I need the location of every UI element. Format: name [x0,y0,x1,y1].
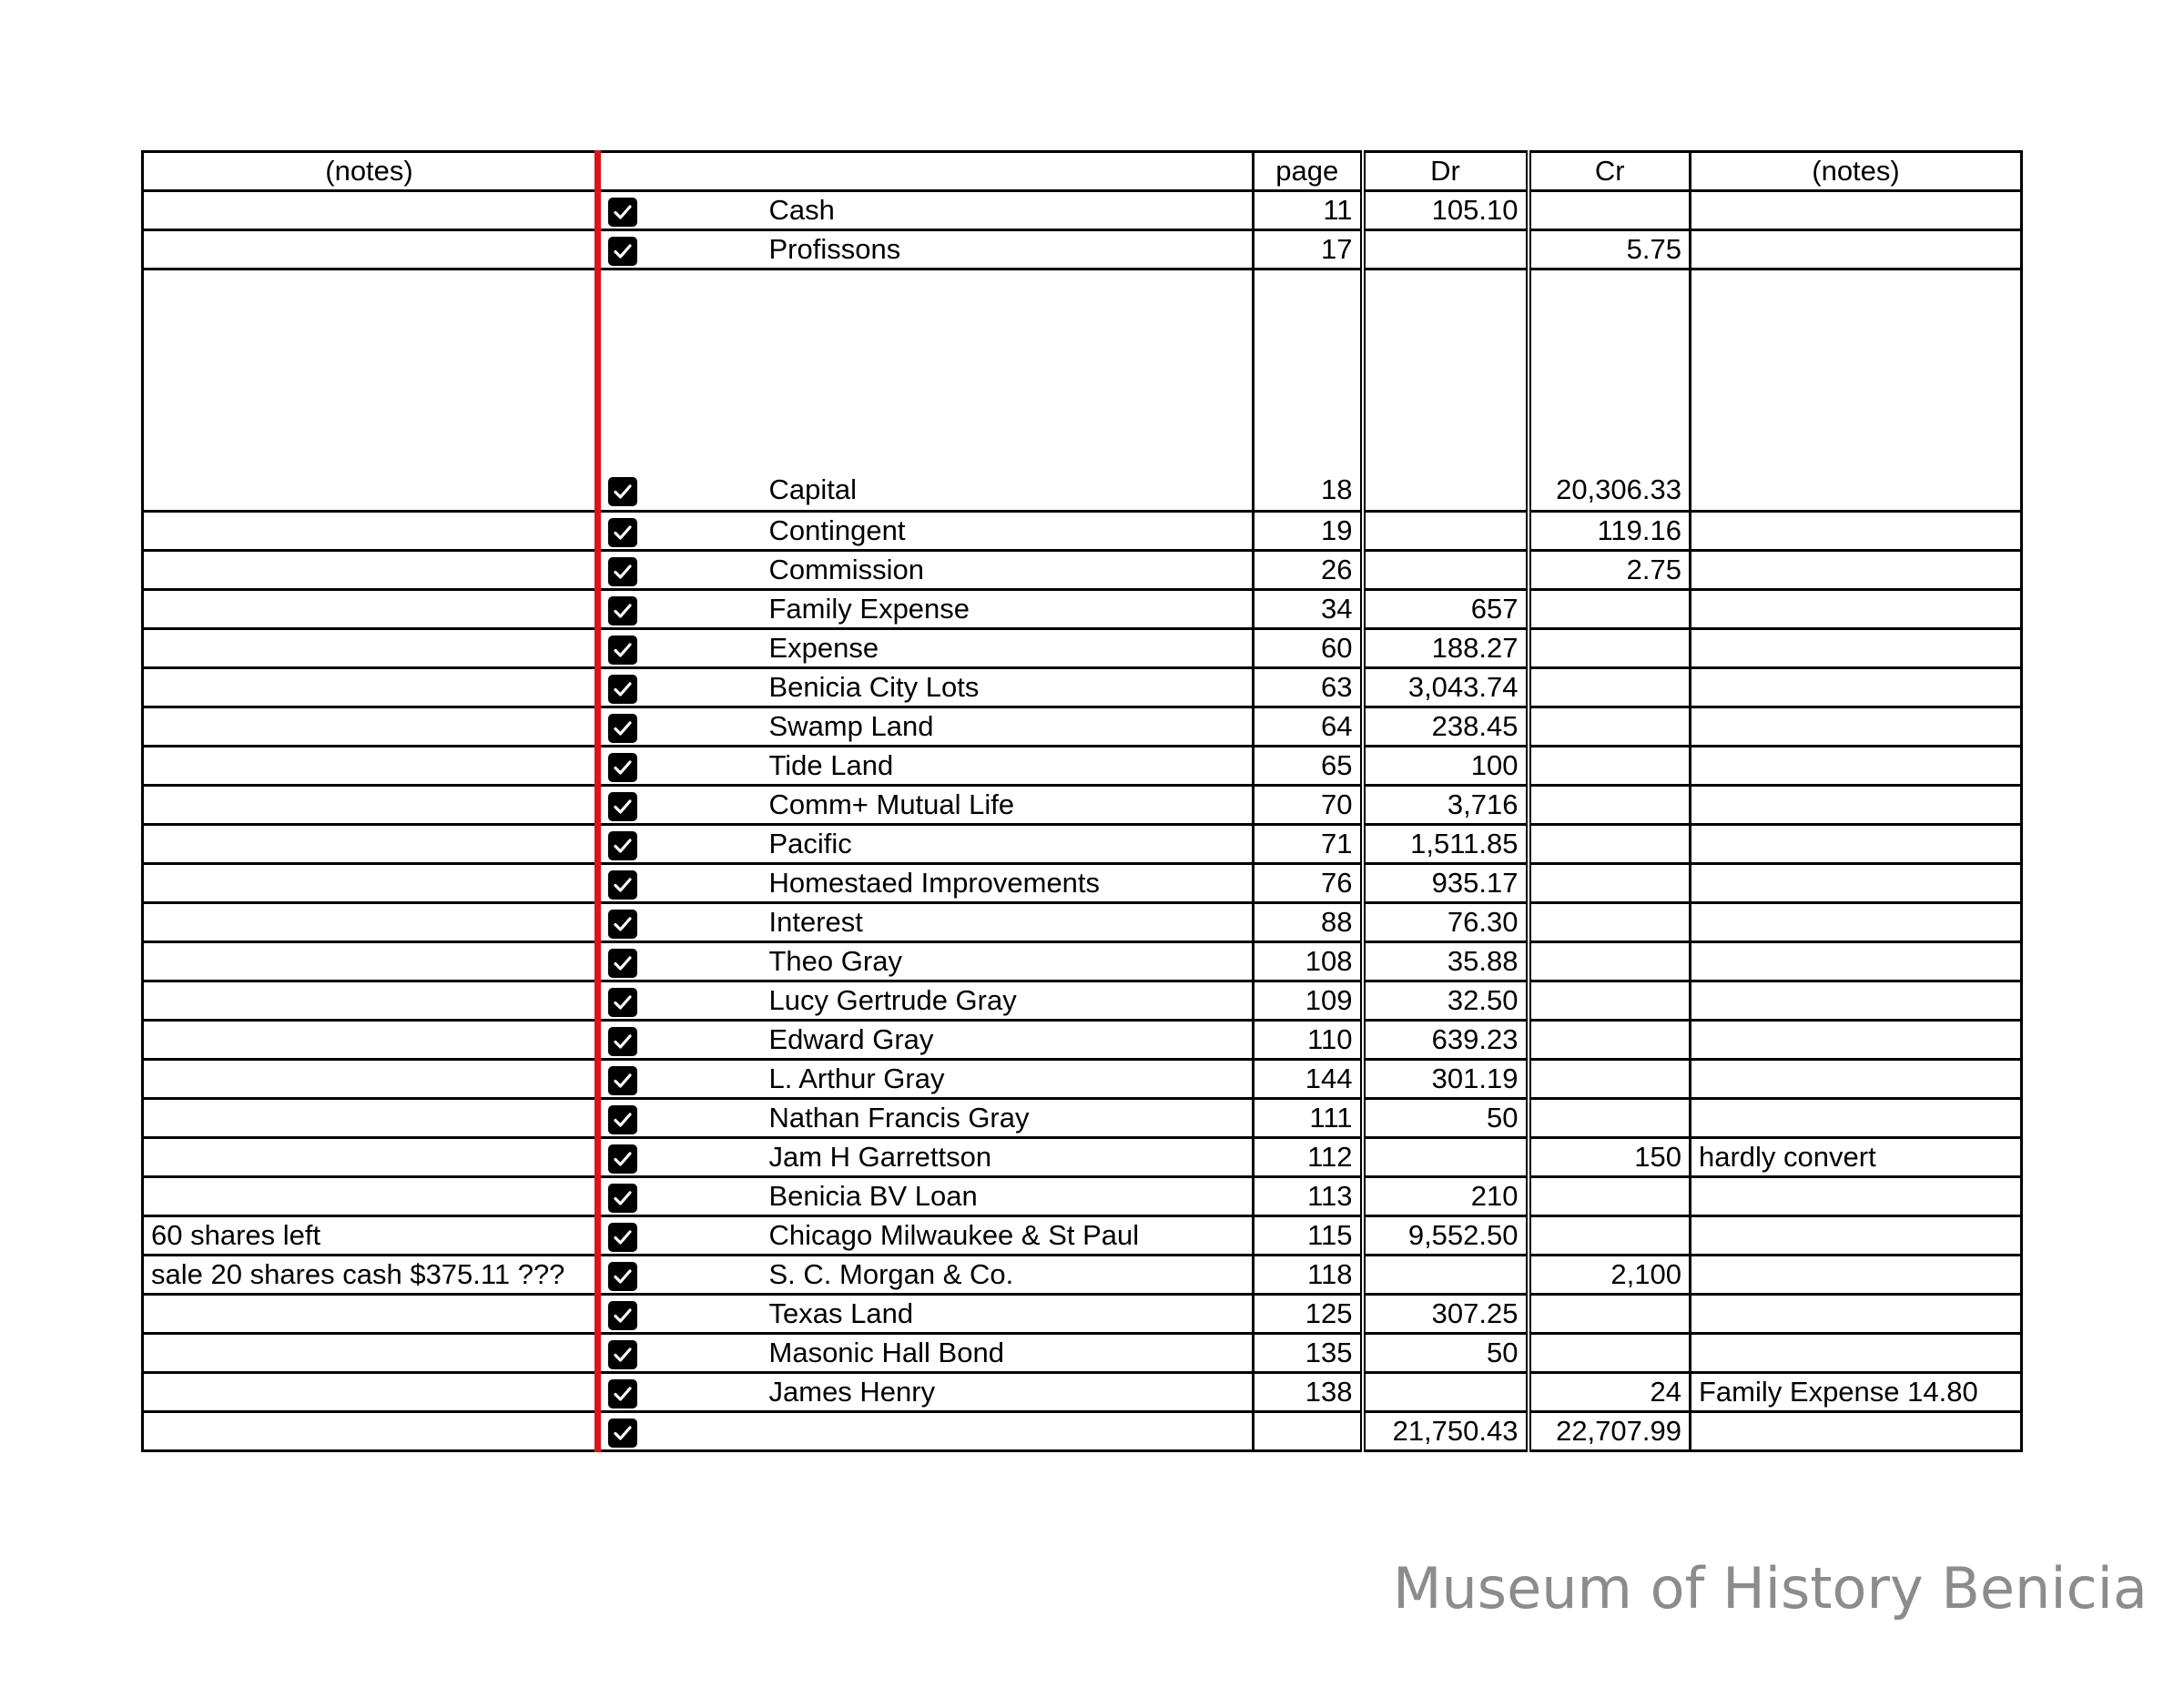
row-account: Family Expense [762,590,1254,629]
row-page: 71 [1254,825,1363,864]
row-note-right [1691,1099,2022,1138]
row-note-right [1691,1021,2022,1060]
checkbox-checked-icon[interactable] [608,1105,637,1134]
row-note-left [143,1334,598,1373]
row-account: Tide Land [762,747,1254,786]
row-debit: 50 [1363,1099,1529,1138]
header-credit: Cr [1529,152,1691,191]
row-account: Jam H Garrettson [762,1138,1254,1177]
row-page: 118 [1254,1256,1363,1295]
row-checkbox[interactable] [598,1138,762,1177]
row-checkbox[interactable] [598,942,762,981]
ledger-row [143,269,2022,512]
row-debit [1363,1256,1529,1295]
row-checkbox[interactable] [598,786,762,825]
row-page: 76 [1254,864,1363,903]
row-page: 144 [1254,1060,1363,1099]
ledger-row [143,1295,2022,1334]
checkbox-checked-icon[interactable] [608,1027,637,1056]
ledger-row [143,747,2022,786]
row-checkbox[interactable] [598,864,762,903]
row-note-left [143,786,598,825]
ledger-row [143,551,2022,590]
row-credit: 2.75 [1529,551,1691,590]
row-debit: 32.50 [1363,981,1529,1021]
row-page: 18 [1254,269,1363,512]
checkbox-checked-icon[interactable] [608,675,637,704]
row-checkbox[interactable] [598,1099,762,1138]
row-note-right [1691,512,2022,551]
row-credit: 2,100 [1529,1256,1691,1295]
row-page: 60 [1254,629,1363,668]
checkbox-checked-icon[interactable] [608,910,637,939]
ledger-row [143,1021,2022,1060]
row-page: 111 [1254,1099,1363,1138]
row-page: 108 [1254,942,1363,981]
row-debit: 301.19 [1363,1060,1529,1099]
row-note-left: sale 20 shares cash $375.11 ??? [143,1256,598,1295]
checkbox-checked-icon[interactable] [608,792,637,821]
row-page: 112 [1254,1138,1363,1177]
row-account: L. Arthur Gray [762,1060,1254,1099]
row-account: Theo Gray [762,942,1254,981]
row-account: Commission [762,551,1254,590]
row-debit: 238.45 [1363,707,1529,747]
row-note-right [1691,230,2022,269]
checkbox-checked-icon[interactable] [608,1301,637,1330]
row-checkbox[interactable] [598,1216,762,1256]
row-checkbox[interactable] [598,981,762,1021]
row-checkbox[interactable] [598,590,762,629]
row-debit [1363,551,1529,590]
ledger-row [143,942,2022,981]
row-credit: 150 [1529,1138,1691,1177]
header-notes-left: (notes) [143,152,598,191]
row-debit: 639.23 [1363,1021,1529,1060]
header-row [143,152,2022,191]
row-account: Capital [762,269,1254,512]
row-credit [1529,629,1691,668]
row-note-left [143,668,598,707]
row-note-left [143,981,598,1021]
row-debit [1363,269,1529,512]
row-note-left [143,191,598,230]
ledger-row [143,1334,2022,1373]
row-credit [1529,1334,1691,1373]
row-account: James Henry [762,1373,1254,1412]
row-checkbox[interactable] [598,1295,762,1334]
ledger-row [143,629,2022,668]
row-note-left [143,1412,598,1451]
checkbox-checked-icon[interactable] [608,988,637,1017]
row-note-right [1691,269,2022,512]
row-page: 63 [1254,668,1363,707]
row-checkbox[interactable] [598,707,762,747]
row-page [1254,1412,1363,1451]
row-checkbox[interactable] [598,1334,762,1373]
row-note-right [1691,942,2022,981]
checkbox-checked-icon[interactable] [608,557,637,586]
row-account [762,1412,1254,1451]
checkbox-checked-icon[interactable] [608,1066,637,1095]
ledger-row [143,864,2022,903]
row-note-right [1691,551,2022,590]
row-note-left [143,629,598,668]
checkbox-checked-icon[interactable] [608,1223,637,1252]
row-checkbox[interactable] [598,1373,762,1412]
row-page: 65 [1254,747,1363,786]
row-debit: 935.17 [1363,864,1529,903]
row-note-right [1691,191,2022,230]
row-note-left [143,1295,598,1334]
row-note-left [143,942,598,981]
row-credit: 24 [1529,1373,1691,1412]
row-note-right [1691,1256,2022,1295]
row-note-right [1691,864,2022,903]
ledger-sheet [141,150,2020,1452]
row-note-left [143,747,598,786]
ledger-row [143,1138,2022,1177]
ledger-row [143,903,2022,942]
row-page: 125 [1254,1295,1363,1334]
row-credit [1529,1177,1691,1216]
row-debit: 100 [1363,747,1529,786]
row-credit: 20,306.33 [1529,269,1691,512]
museum-watermark: Museum of History Benicia [1393,1555,2148,1622]
row-page: 70 [1254,786,1363,825]
row-credit: 22,707.99 [1529,1412,1691,1451]
row-note-left [143,1021,598,1060]
row-checkbox[interactable] [598,1177,762,1216]
row-page: 115 [1254,1216,1363,1256]
ledger-row [143,590,2022,629]
ledger-row [143,512,2022,551]
row-checkbox[interactable] [598,551,762,590]
row-credit [1529,1021,1691,1060]
checkbox-checked-icon[interactable] [608,198,637,227]
row-note-left [143,1177,598,1216]
checkbox-checked-icon[interactable] [608,949,637,978]
checkbox-checked-icon[interactable] [608,1144,637,1174]
row-account: Swamp Land [762,707,1254,747]
row-debit: 76.30 [1363,903,1529,942]
row-credit [1529,786,1691,825]
row-debit: 9,552.50 [1363,1216,1529,1256]
row-debit [1363,512,1529,551]
row-checkbox[interactable] [598,629,762,668]
row-note-right [1691,1216,2022,1256]
row-credit [1529,590,1691,629]
row-note-left [143,512,598,551]
row-debit: 50 [1363,1334,1529,1373]
row-note-left [143,864,598,903]
row-account: Masonic Hall Bond [762,1334,1254,1373]
row-debit: 307.25 [1363,1295,1529,1334]
row-note-right [1691,1334,2022,1373]
ledger-row [143,707,2022,747]
row-note-right [1691,981,2022,1021]
row-page: 109 [1254,981,1363,1021]
row-credit [1529,1060,1691,1099]
row-credit [1529,191,1691,230]
row-debit: 657 [1363,590,1529,629]
row-note-left [143,825,598,864]
ledger-row [143,191,2022,230]
row-debit: 1,511.85 [1363,825,1529,864]
row-note-right [1691,825,2022,864]
ledger-body [143,191,2022,1451]
row-debit [1363,1138,1529,1177]
row-account: Comm+ Mutual Life [762,786,1254,825]
row-note-right: hardly convert [1691,1138,2022,1177]
checkbox-checked-icon[interactable] [608,831,637,860]
row-note-right [1691,1412,2022,1451]
row-checkbox[interactable] [598,1412,762,1451]
header-page: page [1254,152,1363,191]
checkbox-checked-icon[interactable] [608,1379,637,1408]
row-credit [1529,981,1691,1021]
row-page: 64 [1254,707,1363,747]
row-note-left [143,1373,598,1412]
row-checkbox[interactable] [598,747,762,786]
ledger-row [143,825,2022,864]
row-checkbox[interactable] [598,1256,762,1295]
row-note-left: 60 shares left [143,1216,598,1256]
row-account: Nathan Francis Gray [762,1099,1254,1138]
row-page: 17 [1254,230,1363,269]
row-credit [1529,1216,1691,1256]
checkbox-checked-icon[interactable] [608,237,637,266]
checkbox-checked-icon[interactable] [608,1262,637,1291]
checkbox-checked-icon[interactable] [608,518,637,547]
row-account: Edward Gray [762,1021,1254,1060]
row-debit: 35.88 [1363,942,1529,981]
row-credit: 119.16 [1529,512,1691,551]
ledger-row [143,981,2022,1021]
row-account: Pacific [762,825,1254,864]
row-checkbox[interactable] [598,668,762,707]
header-account [762,152,1254,191]
ledger-row [143,1216,2022,1256]
row-checkbox[interactable] [598,1060,762,1099]
row-debit [1363,230,1529,269]
row-note-right [1691,1295,2022,1334]
row-note-right [1691,707,2022,747]
row-note-left [143,707,598,747]
row-credit [1529,668,1691,707]
row-account: Interest [762,903,1254,942]
row-account: Expense [762,629,1254,668]
row-note-left [143,230,598,269]
row-page: 110 [1254,1021,1363,1060]
row-page: 88 [1254,903,1363,942]
row-note-left [143,1099,598,1138]
checkbox-checked-icon[interactable] [608,477,637,506]
row-note-right [1691,668,2022,707]
ledger-row [143,1256,2022,1295]
row-checkbox[interactable] [598,191,762,230]
row-checkbox[interactable] [598,1021,762,1060]
row-page: 138 [1254,1373,1363,1412]
row-credit [1529,707,1691,747]
ledger-row [143,1373,2022,1412]
row-note-left [143,1060,598,1099]
row-credit: 5.75 [1529,230,1691,269]
row-account: Benicia BV Loan [762,1177,1254,1216]
ledger-row [143,786,2022,825]
row-note-left [143,269,598,512]
ledger-row [143,1177,2022,1216]
row-account: Homestaed Improvements [762,864,1254,903]
checkbox-checked-icon[interactable] [608,1340,637,1369]
row-credit [1529,747,1691,786]
row-debit: 188.27 [1363,629,1529,668]
row-checkbox[interactable] [598,512,762,551]
row-note-right [1691,590,2022,629]
row-note-left [143,1138,598,1177]
row-credit [1529,1295,1691,1334]
row-page: 26 [1254,551,1363,590]
row-debit [1363,1373,1529,1412]
row-account: Contingent [762,512,1254,551]
row-account: Texas Land [762,1295,1254,1334]
row-page: 11 [1254,191,1363,230]
row-note-left [143,903,598,942]
row-note-right [1691,1060,2022,1099]
checkbox-checked-icon[interactable] [608,1184,637,1213]
checkbox-checked-icon[interactable] [608,1419,637,1448]
ledger-table [141,150,2023,1452]
row-account: S. C. Morgan & Co. [762,1256,1254,1295]
checkbox-checked-icon[interactable] [608,636,637,665]
row-checkbox[interactable] [598,825,762,864]
row-note-left [143,551,598,590]
row-page: 19 [1254,512,1363,551]
row-note-right [1691,629,2022,668]
row-credit [1529,903,1691,942]
row-note-right [1691,786,2022,825]
row-note-right [1691,1177,2022,1216]
row-account: Cash [762,191,1254,230]
row-page: 34 [1254,590,1363,629]
row-debit: 21,750.43 [1363,1412,1529,1451]
row-checkbox[interactable] [598,903,762,942]
row-page: 113 [1254,1177,1363,1216]
row-debit: 3,043.74 [1363,668,1529,707]
row-credit [1529,864,1691,903]
row-page: 135 [1254,1334,1363,1373]
ledger-row [143,1412,2022,1451]
header-debit: Dr [1363,152,1529,191]
row-credit [1529,942,1691,981]
row-account: Benicia City Lots [762,668,1254,707]
row-note-right: Family Expense 14.80 [1691,1373,2022,1412]
row-note-left [143,590,598,629]
row-account: Chicago Milwaukee & St Paul [762,1216,1254,1256]
row-debit: 105.10 [1363,191,1529,230]
checkbox-checked-icon[interactable] [608,596,637,625]
ledger-row [143,1099,2022,1138]
row-checkbox[interactable] [598,230,762,269]
header-check [598,152,762,191]
ledger-row [143,668,2022,707]
row-checkbox[interactable] [598,269,762,512]
checkbox-checked-icon[interactable] [608,870,637,900]
row-account: Profissons [762,230,1254,269]
row-debit: 210 [1363,1177,1529,1216]
row-debit: 3,716 [1363,786,1529,825]
row-note-right [1691,903,2022,942]
checkbox-checked-icon[interactable] [608,714,637,743]
row-credit [1529,825,1691,864]
ledger-row [143,230,2022,269]
row-account: Lucy Gertrude Gray [762,981,1254,1021]
header-notes-right: (notes) [1691,152,2022,191]
row-note-right [1691,747,2022,786]
checkbox-checked-icon[interactable] [608,753,637,782]
ledger-row [143,1060,2022,1099]
row-credit [1529,1099,1691,1138]
